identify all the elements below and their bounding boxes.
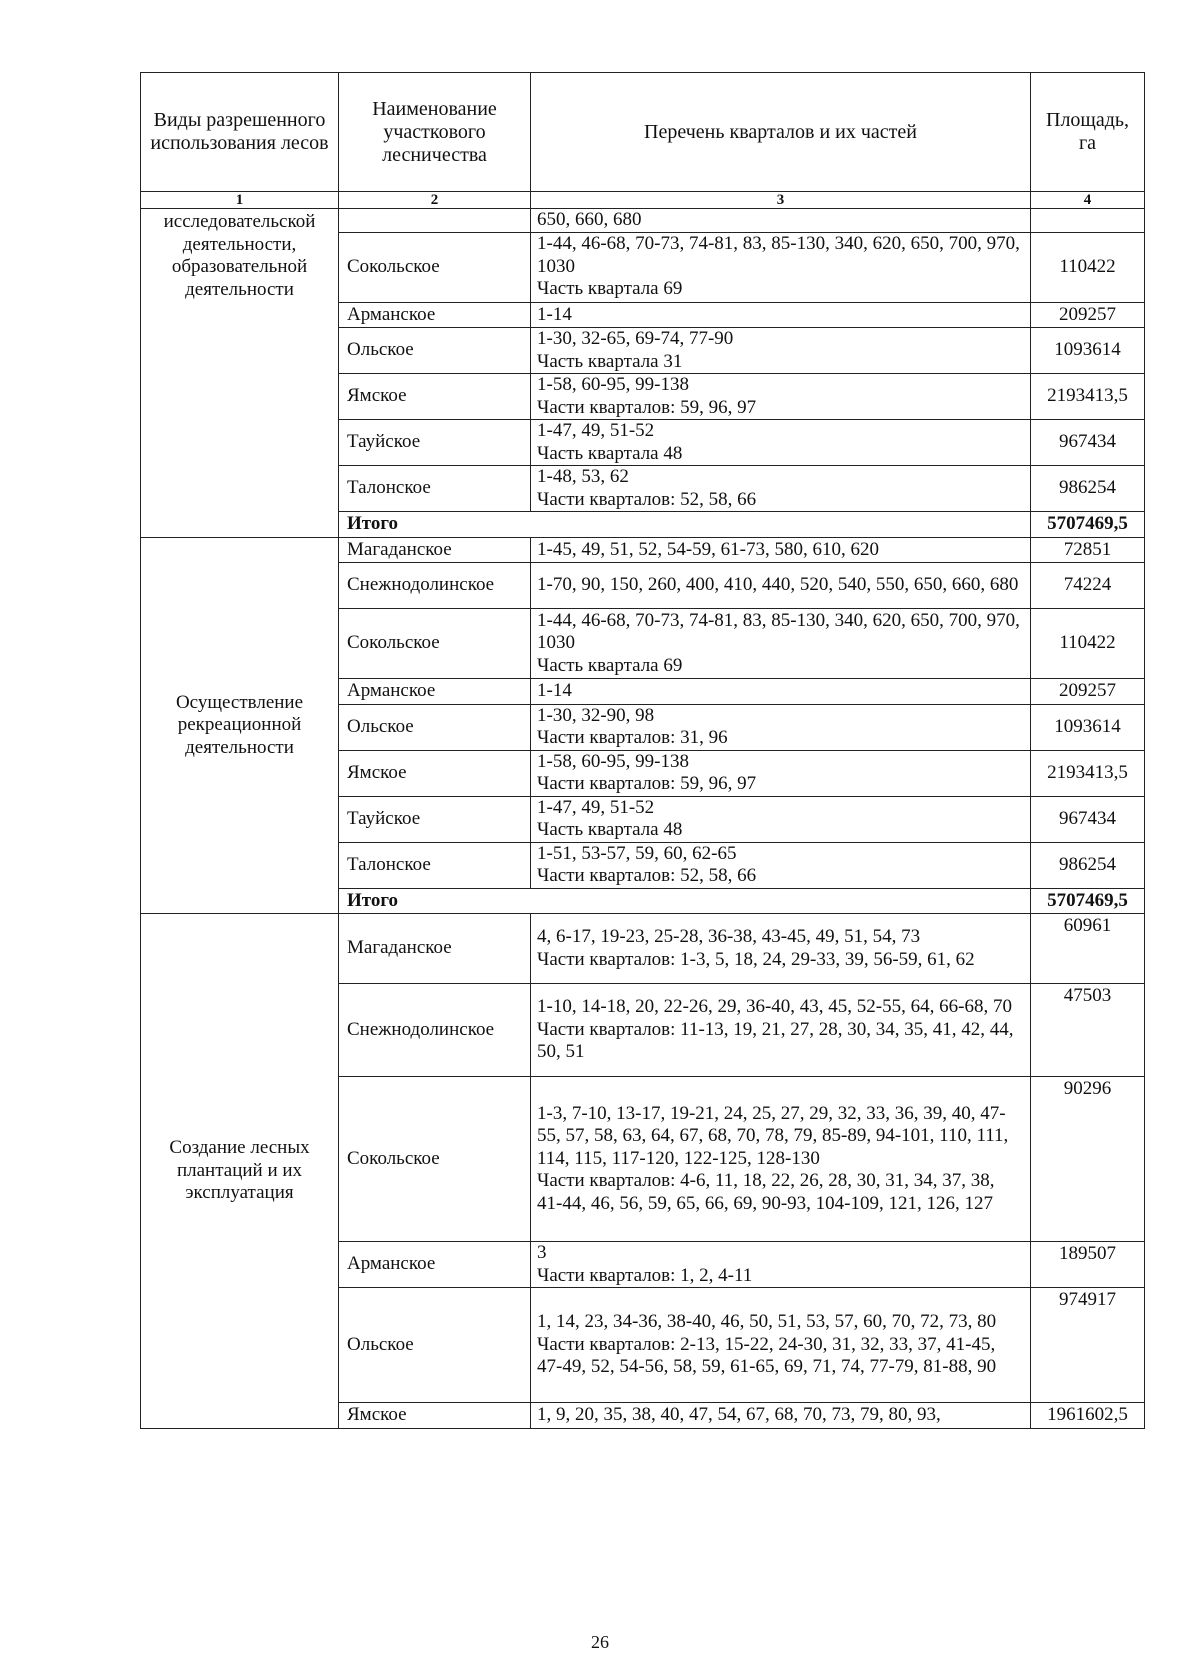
district-cell: Талонское bbox=[339, 842, 531, 888]
district-cell: Арманское bbox=[339, 679, 531, 705]
area-cell: 189507 bbox=[1031, 1242, 1145, 1288]
column-number: 1 bbox=[141, 192, 339, 209]
district-cell: Ямское bbox=[339, 750, 531, 796]
quarters-cell: 1-14 bbox=[531, 302, 1031, 328]
district-cell: Магаданское bbox=[339, 914, 531, 984]
district-cell: Арманское bbox=[339, 1242, 531, 1288]
header-use-type: Виды разрешенного использования лесов bbox=[141, 73, 339, 192]
total-label: Итого bbox=[339, 512, 1031, 538]
quarters-cell: 4, 6-17, 19-23, 25-28, 36-38, 43-45, 49, 51, 54, 73 Части кварталов: 1-3, 5, 18, 24, 29-33, 39, 56-59, 61, 62 bbox=[531, 914, 1031, 984]
use-type-cell: Создание лесных плантаций и их эксплуатация bbox=[141, 914, 339, 1429]
district-cell: Ольское bbox=[339, 328, 531, 374]
quarters-cell: 1-58, 60-95, 99-138 Части кварталов: 59, 96, 97 bbox=[531, 750, 1031, 796]
header-district: Наименование участкового лесничества bbox=[339, 73, 531, 192]
area-cell: 60961 bbox=[1031, 914, 1145, 984]
district-cell: Сокольское bbox=[339, 1077, 531, 1242]
area-cell: 47503 bbox=[1031, 984, 1145, 1077]
table-row bbox=[141, 914, 1145, 984]
district-cell: Ямское bbox=[339, 374, 531, 420]
quarters-cell: 1-45, 49, 51, 52, 54-59, 61-73, 580, 610, 620 bbox=[531, 537, 1031, 563]
district-cell: Тауйское bbox=[339, 420, 531, 466]
quarters-cell: 1-48, 53, 62 Части кварталов: 52, 58, 66 bbox=[531, 466, 1031, 512]
area-cell: 110422 bbox=[1031, 609, 1145, 679]
table-row bbox=[141, 209, 1145, 233]
district-cell: Магаданское bbox=[339, 537, 531, 563]
area-cell: 209257 bbox=[1031, 302, 1145, 328]
district-cell: Ольское bbox=[339, 1288, 531, 1403]
area-cell: 967434 bbox=[1031, 420, 1145, 466]
quarters-cell: 1-3, 7-10, 13-17, 19-21, 24, 25, 27, 29, 32, 33, 36, 39, 40, 47-55, 57, 58, 63, 64, 67, 68, 70, 78, 79, 85-89, 94-101, 110, 111, 114, 115, 117-120, 122-125, 128-130 Части кварталов: 4-6, 11, 18, 22, 26, 28, 30, 31, 34, 37, 38, 41-44, 46, 56, 59, 65, 66, 69, 90-93, 104-109, 121, 126, 127 bbox=[531, 1077, 1031, 1242]
quarters-cell: 1-47, 49, 51-52 Часть квартала 48 bbox=[531, 420, 1031, 466]
quarters-cell: 1, 9, 20, 35, 38, 40, 47, 54, 67, 68, 70, 73, 79, 80, 93, bbox=[531, 1403, 1031, 1429]
quarters-cell: 1-58, 60-95, 99-138 Части кварталов: 59, 96, 97 bbox=[531, 374, 1031, 420]
header-row bbox=[141, 73, 1145, 192]
document-sheet bbox=[140, 72, 1144, 1429]
use-type-cell: Осуществление рекреационной деятельности bbox=[141, 537, 339, 914]
district-cell: Арманское bbox=[339, 302, 531, 328]
district-cell: Снежнодолинское bbox=[339, 563, 531, 609]
district-cell: Тауйское bbox=[339, 796, 531, 842]
area-cell: 986254 bbox=[1031, 842, 1145, 888]
column-number-row bbox=[141, 192, 1145, 209]
quarters-cell: 1-44, 46-68, 70-73, 74-81, 83, 85-130, 340, 620, 650, 700, 970, 1030 Часть квартала 69 bbox=[531, 609, 1031, 679]
area-cell bbox=[1031, 209, 1145, 233]
area-cell: 967434 bbox=[1031, 796, 1145, 842]
area-cell: 1093614 bbox=[1031, 328, 1145, 374]
quarters-cell: 1-30, 32-90, 98 Части кварталов: 31, 96 bbox=[531, 704, 1031, 750]
area-cell: 2193413,5 bbox=[1031, 374, 1145, 420]
quarters-cell: 1-70, 90, 150, 260, 400, 410, 440, 520, 540, 550, 650, 660, 680 bbox=[531, 563, 1031, 609]
header-area: Площадь, га bbox=[1031, 73, 1145, 192]
header-quarters: Перечень кварталов и их частей bbox=[531, 73, 1031, 192]
total-value: 5707469,5 bbox=[1031, 888, 1145, 914]
table-row bbox=[141, 537, 1145, 563]
district-cell: Ольское bbox=[339, 704, 531, 750]
quarters-cell: 3 Части кварталов: 1, 2, 4-11 bbox=[531, 1242, 1031, 1288]
total-label: Итого bbox=[339, 888, 1031, 914]
area-cell: 986254 bbox=[1031, 466, 1145, 512]
column-number: 2 bbox=[339, 192, 531, 209]
district-cell: Ямское bbox=[339, 1403, 531, 1429]
quarters-cell: 650, 660, 680 bbox=[531, 209, 1031, 233]
district-cell: Талонское bbox=[339, 466, 531, 512]
area-cell: 1961602,5 bbox=[1031, 1403, 1145, 1429]
area-cell: 72851 bbox=[1031, 537, 1145, 563]
area-cell: 209257 bbox=[1031, 679, 1145, 705]
use-type-cell: исследовательской деятельности, образовательной деятельности bbox=[141, 209, 339, 538]
area-cell: 974917 bbox=[1031, 1288, 1145, 1403]
area-cell: 74224 bbox=[1031, 563, 1145, 609]
area-cell: 90296 bbox=[1031, 1077, 1145, 1242]
area-cell: 2193413,5 bbox=[1031, 750, 1145, 796]
column-number: 4 bbox=[1031, 192, 1145, 209]
quarters-cell: 1-44, 46-68, 70-73, 74-81, 83, 85-130, 340, 620, 650, 700, 970, 1030 Часть квартала 69 bbox=[531, 232, 1031, 302]
total-value: 5707469,5 bbox=[1031, 512, 1145, 538]
page-number: 26 bbox=[591, 1632, 609, 1652]
quarters-cell: 1-14 bbox=[531, 679, 1031, 705]
district-cell: Снежнодолинское bbox=[339, 984, 531, 1077]
district-cell: Сокольское bbox=[339, 609, 531, 679]
quarters-cell: 1-51, 53-57, 59, 60, 62-65 Части кварталов: 52, 58, 66 bbox=[531, 842, 1031, 888]
quarters-cell: 1-30, 32-65, 69-74, 77-90 Часть квартала 31 bbox=[531, 328, 1031, 374]
column-number: 3 bbox=[531, 192, 1031, 209]
district-cell bbox=[339, 209, 531, 233]
quarters-cell: 1-10, 14-18, 20, 22-26, 29, 36-40, 43, 45, 52-55, 64, 66-68, 70 Части кварталов: 11-13, 19, 21, 27, 28, 30, 34, 35, 41, 42, 44, 50, 51 bbox=[531, 984, 1031, 1077]
table-body bbox=[141, 209, 1145, 1429]
quarters-cell: 1, 14, 23, 34-36, 38-40, 46, 50, 51, 53, 57, 60, 70, 72, 73, 80 Части кварталов: 2-13, 15-22, 24-30, 31, 32, 33, 37, 41-45, 47-49, 52, 54-56, 58, 59, 61-65, 69, 71, 74, 77-79, 81-88, 90 bbox=[531, 1288, 1031, 1403]
district-cell: Сокольское bbox=[339, 232, 531, 302]
forest-use-table bbox=[140, 72, 1145, 1429]
area-cell: 110422 bbox=[1031, 232, 1145, 302]
quarters-cell: 1-47, 49, 51-52 Часть квартала 48 bbox=[531, 796, 1031, 842]
area-cell: 1093614 bbox=[1031, 704, 1145, 750]
